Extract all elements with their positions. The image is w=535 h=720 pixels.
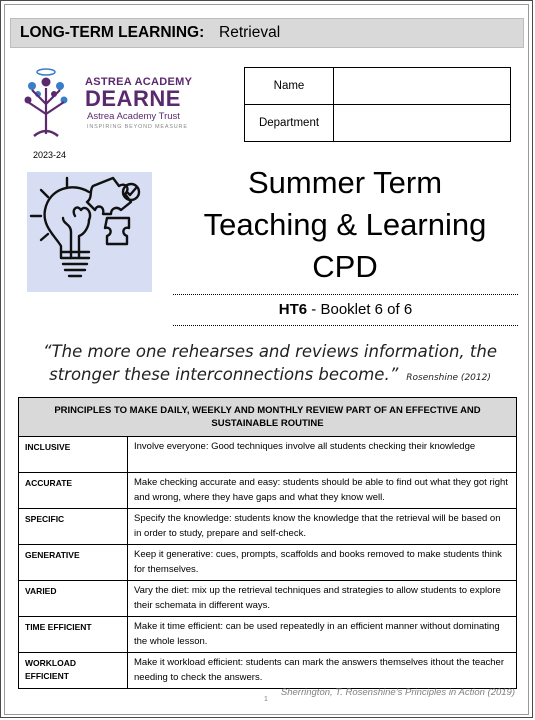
header-bar bbox=[10, 18, 524, 48]
table-row bbox=[19, 509, 517, 545]
quote-block bbox=[30, 340, 510, 390]
principles-header-row bbox=[19, 398, 517, 437]
principles-table bbox=[18, 397, 517, 689]
department-field[interactable] bbox=[334, 105, 511, 142]
booklet-number: - Booklet 6 of 6 bbox=[307, 301, 413, 318]
lightbulb-puzzle-illustration bbox=[27, 172, 152, 292]
name-label: Name bbox=[245, 68, 334, 105]
principle-key: TIME EFFICIENT bbox=[19, 617, 128, 653]
logo-line2: DEARNE bbox=[85, 86, 181, 111]
half-term-label: HT6 bbox=[278, 301, 308, 318]
table-row bbox=[19, 617, 517, 653]
header-topic: Retrieval bbox=[219, 24, 281, 41]
logo-line1: ASTREA ACADEMY bbox=[85, 76, 193, 88]
name-field[interactable] bbox=[334, 68, 511, 105]
divider-bottom bbox=[173, 325, 518, 326]
principle-key: ACCURATE bbox=[19, 473, 128, 509]
table-row bbox=[19, 581, 517, 617]
principle-text: Make checking accurate and easy: students should be able to find out what they got right and wrong, where they have gaps and what they know well. bbox=[128, 473, 517, 509]
title-line-1: Summer Term bbox=[247, 165, 443, 200]
lightbulb-icon bbox=[27, 172, 152, 292]
info-row-name bbox=[245, 68, 511, 105]
principle-text: Make it workload efficient: students can mark the answers themselves ithout the teacher needing to check the answers. bbox=[128, 653, 517, 689]
principle-text: Vary the diet: mix up the retrieval techniques and strategies to allow students to explore their schemata in different ways. bbox=[128, 581, 517, 617]
academic-year: 2023-24 bbox=[33, 150, 67, 160]
principle-text: Keep it generative: cues, prompts, scaffolds and books removed to make students think for themselves. bbox=[128, 545, 517, 581]
page-number: 1 bbox=[264, 696, 268, 703]
title-line-3: CPD bbox=[312, 249, 378, 284]
header-label: LONG-TERM LEARNING: bbox=[20, 24, 205, 41]
logo-tagline: INSPIRING BEYOND MEASURE bbox=[87, 124, 188, 130]
info-row-department bbox=[245, 105, 511, 142]
info-table bbox=[244, 67, 511, 142]
document-title bbox=[165, 162, 525, 288]
principle-text: Make it time efficient: can be used repeatedly in an efficient manner without dominating the whole lesson. bbox=[128, 617, 517, 653]
table-row bbox=[19, 653, 517, 689]
table-row bbox=[19, 473, 517, 509]
principle-key: SPECIFIC bbox=[19, 509, 128, 545]
principle-text: Involve everyone: Good techniques involve all students checking their knowledge bbox=[128, 437, 517, 473]
logo-trust: Astrea Academy Trust bbox=[87, 111, 180, 122]
principle-key: INCLUSIVE bbox=[19, 437, 128, 473]
department-label: Department bbox=[245, 105, 334, 142]
source-citation: Sherrington, T. Rosenshine’s Principles in Action (2019) bbox=[280, 687, 515, 698]
principle-key: WORKLOAD EFFICIENT bbox=[19, 653, 128, 689]
quote-text: “The more one rehearses and reviews information, the stronger these interconnections become.” bbox=[43, 342, 497, 384]
table-row bbox=[19, 437, 517, 473]
quote-citation: Rosenshine (2012) bbox=[406, 373, 491, 383]
principle-key: GENERATIVE bbox=[19, 545, 128, 581]
table-row bbox=[19, 545, 517, 581]
divider-top bbox=[173, 294, 518, 295]
booklet-subtitle bbox=[173, 301, 518, 318]
title-line-2: Teaching & Learning bbox=[203, 207, 487, 242]
principles-heading: PRINCIPLES TO MAKE DAILY, WEEKLY AND MONTHLY REVIEW PART OF AN EFFECTIVE AND SUSTAINABLE ROUTINE bbox=[19, 398, 517, 437]
principle-key: VARIED bbox=[19, 581, 128, 617]
principle-text: Specify the knowledge: students know the knowledge that the retrieval will be based on in order to study, prepare and self-check. bbox=[128, 509, 517, 545]
